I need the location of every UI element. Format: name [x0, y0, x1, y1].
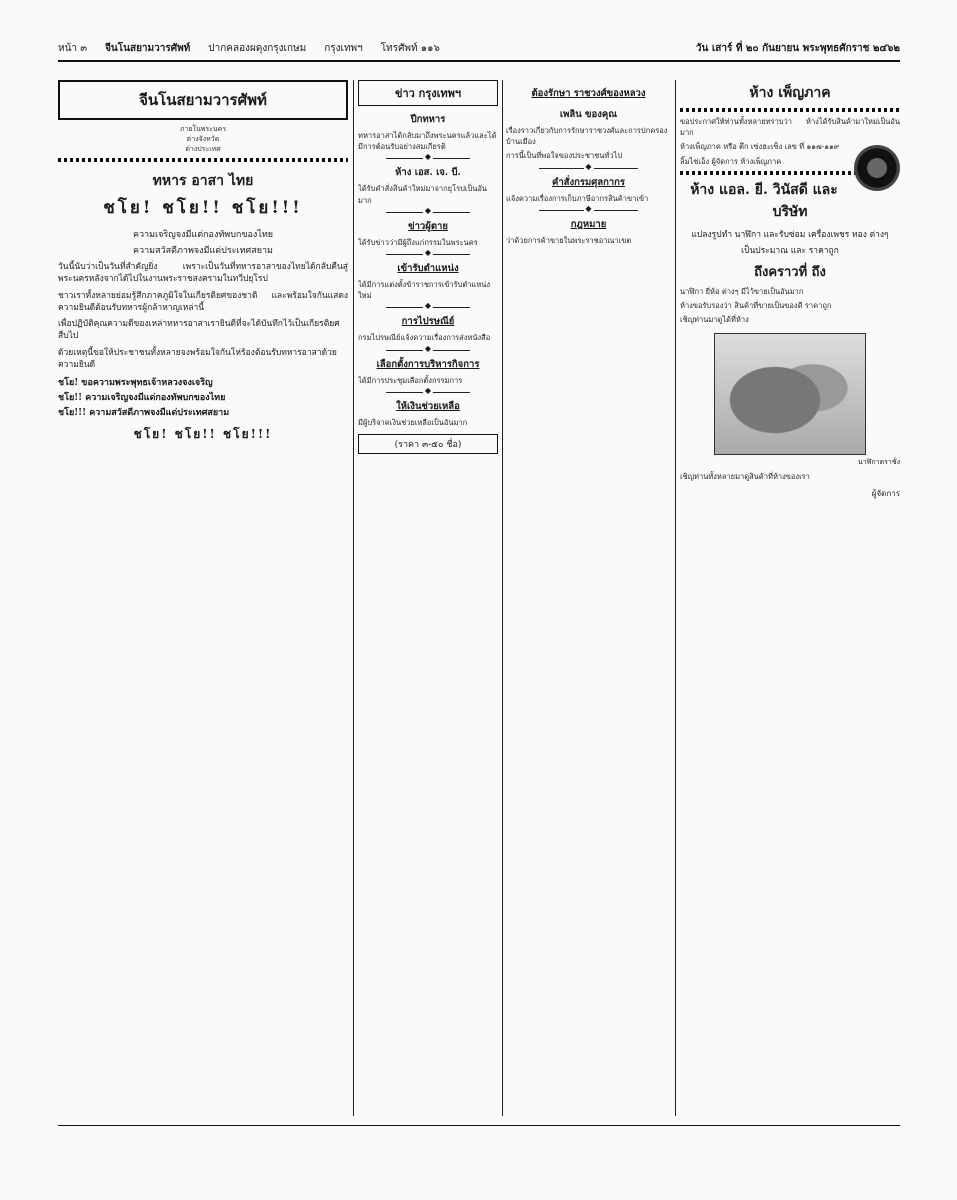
- column-title: ข่าว กรุงเทพฯ: [358, 80, 498, 106]
- section-title: คำสั่งกรมศุลกากร: [551, 176, 626, 188]
- subscription-line: ภายในพระนคร: [179, 125, 227, 133]
- ad-title: ห้าง แอล. ยี. วินัสดี และบริษัท: [690, 181, 838, 220]
- news-item: ได้มีการประชุมเลือกตั้งกรรมการ: [358, 375, 463, 385]
- decorative-rule: [680, 108, 900, 112]
- column-rule: [353, 80, 354, 1116]
- ad-text: ขอประกาศให้ท่านทั้งหลายทราบว่า ห้างได้รับสินค้ามาใหม่เป็นอันมาก: [680, 117, 900, 138]
- bottom-rule: [58, 1125, 900, 1126]
- news-item: ทหารอาสาได้กลับมาถึงพระนครแล้วและได้มีการต้อนรับอย่างสมเกียรติ: [358, 131, 497, 152]
- column-rule: [675, 80, 676, 1116]
- section-title: ข่าวผู้ตาย: [408, 220, 448, 232]
- divider: [386, 254, 470, 255]
- divider: [539, 168, 638, 169]
- page-number: หน้า ๓: [58, 42, 88, 54]
- column-title: ต้องรักษา ราชวงศ์ของหลวง: [531, 88, 646, 99]
- divider: [386, 392, 470, 393]
- newspaper-page: [58, 36, 900, 1156]
- ad-title: ห้าง เพ็ญภาค: [749, 85, 831, 101]
- column-editorial: [58, 80, 348, 1156]
- column-subtitle: เพลิน ของคุณ: [559, 109, 618, 120]
- article-paragraph: เรื่องราวเกี่ยวกับการรักษาราชวงศ์และการปกครองบ้านเมือง: [506, 126, 668, 147]
- column-feature: [506, 80, 671, 1156]
- price-box: (ราคา ๓-๕๐ ชื่อ): [358, 434, 498, 454]
- cheer-line: ชโย! ขอความพระพุทธเจ้าหลวงจงเจริญ: [58, 378, 213, 389]
- clock-illustration-icon: [714, 333, 866, 455]
- article-paragraph: การนี้เป็นที่พอใจของประชาชนทั่วไป: [506, 151, 623, 161]
- section-title: การไปรษณีย์: [401, 316, 455, 328]
- ad-signoff: ผู้จัดการ: [871, 488, 900, 498]
- subscription-line: ต่างประเทศ: [185, 145, 221, 153]
- article-paragraph: วันนี้นับว่าเป็นวันที่สำคัญยิ่ง เพราะเป็นวันที่ทหารอาสาของไทยได้กลับคืนสู่พระนครหลังจากได้ไปในงานพระราชสงครามในทวีปยุโรป: [58, 262, 348, 285]
- column-rule: [502, 80, 503, 1116]
- ad-text: ห้างเพ็ญภาค หรือ ตึก เซ่งฮะเซ็ง เลข ที่ ๑๑๗-๑๑๙: [680, 142, 840, 152]
- article-paragraph: เพื่อปฏิบัติคุณความดีของเหล่าทหารอาสาเรายินดีที่จะได้บันทึกไว้เป็นเกียรติยศสืบไป: [58, 319, 340, 342]
- decorative-rule: [58, 158, 348, 162]
- news-item: ได้มีการแต่งตั้งข้าราชการเข้ารับตำแหน่งใหม่: [358, 280, 491, 301]
- running-head: [58, 36, 900, 62]
- column-news: [358, 80, 498, 1156]
- article-paragraph: ชาวเราทั้งหลายย่อมรู้สึกภาคภูมิใจในเกียรติยศของชาติ และพร้อมใจกันแสดงความยินดีต้อนรับทหารผู้กล้าหาญเหล่านี้: [58, 290, 348, 313]
- article-paragraph: ด้วยเหตุนี้ขอให้ประชาชนทั้งหลายจงพร้อมใจกันโห่ร้องต้อนรับทหารอาสาด้วยความยินดี: [58, 347, 337, 371]
- article-paragraph: ว่าด้วยการค้าขายในพระราชอาณาเขต: [506, 235, 632, 245]
- phone: โทรศัพท์ ๑๑๖: [380, 42, 440, 54]
- article-paragraph: แจ้งความเรื่องการเก็บภาษีอากรสินค้าขาเข้า: [506, 193, 649, 203]
- divider: [386, 350, 470, 351]
- divider: [386, 158, 470, 159]
- masthead: จีนโนสยามวารศัพท์: [58, 80, 348, 120]
- divider: [539, 210, 638, 211]
- ad-text: ห้างขอรับรองว่า สินค้าที่ขายเป็นของดี ราคาถูก: [680, 301, 832, 311]
- news-item: มีผู้บริจาคเงินช่วยเหลือเป็นอันมาก: [358, 417, 468, 427]
- ad-text: ลิ้มไช่เอ็ง ผู้จัดการ ห้างเพ็ญภาค: [680, 156, 782, 166]
- ad-text: นาฬิกา ยี่ห้อ ต่างๆ มีไว้ขายเป็นอันมาก: [680, 286, 804, 296]
- ad-text: เชิญท่านมาดูได้ที่ห้าง: [680, 315, 749, 325]
- subhead: ความเจริญจงมีแต่กองทัพบกของไทย: [132, 230, 274, 240]
- ad-subtitle: เป็นประมาณ และ ราคาถูก: [741, 245, 839, 256]
- headline: ทหาร อาสา ไทย: [152, 173, 254, 189]
- section-title: ให้เงินช่วยเหลือ: [396, 400, 460, 412]
- ad-subtitle: แปลงรูปทำ นาฬิกา และรับซ่อม เครื่องเพชร ทอง ต่างๆ: [691, 229, 889, 240]
- cheer: ชโย! ชโย!! ชโย!!!: [103, 198, 303, 218]
- divider: [386, 307, 470, 308]
- cheer-line: ชโย!!! ความสวัสดีภาพจงมีแด่ประเทศสยาม: [58, 408, 230, 419]
- city: กรุงเทพฯ: [324, 42, 363, 54]
- cheer-bottom: ชโย! ชโย!! ชโย!!!: [133, 427, 273, 442]
- ad-slogan: ถึงคราวที่ ถึง: [754, 264, 826, 280]
- news-item: ได้รับข่าวว่ามีผู้ถึงแก่กรรมในพระนคร: [358, 237, 478, 247]
- section-title: เลือกตั้งการบริหารกิจการ: [376, 358, 480, 370]
- section-title: กฎหมาย: [570, 218, 607, 230]
- ad-text: เชิญท่านทั้งหลายมาดูสินค้าที่ห้างของเรา: [680, 472, 810, 482]
- subscription-line: ต่างจังหวัด: [186, 135, 220, 143]
- news-item: กรมไปรษณีย์แจ้งความเรื่องการส่งหนังสือ: [358, 333, 491, 343]
- column-advertisements: [680, 80, 900, 1156]
- subhead: ความสวัสดีภาพจงมีแด่ประเทศสยาม: [133, 246, 273, 256]
- cheer-line: ชโย!! ความเจริญจงมีแด่กองทัพบกของไทย: [58, 393, 226, 404]
- news-item: ได้รับคำสั่งสินค้าใหม่มาจากยุโรปเป็นอันมาก: [358, 184, 487, 205]
- place: ปากคลองผดุงกรุงเกษม: [208, 42, 307, 54]
- paper-name: จีนโนสยามวารศัพท์: [105, 42, 191, 54]
- section-title: เข้ารับตำแหน่ง: [397, 263, 459, 275]
- issue-date: วัน เสาร์ ที่ ๒๐ กันยายน พระพุทธศักราช ๒๔๖๒: [695, 42, 900, 54]
- section-title: ปีกทหาร: [410, 114, 446, 125]
- illustration-caption: นาฬิกาตราชั่ง: [857, 458, 900, 467]
- divider: [386, 212, 470, 213]
- section-title: ห้าง เอส. เจ. บี.: [395, 167, 461, 179]
